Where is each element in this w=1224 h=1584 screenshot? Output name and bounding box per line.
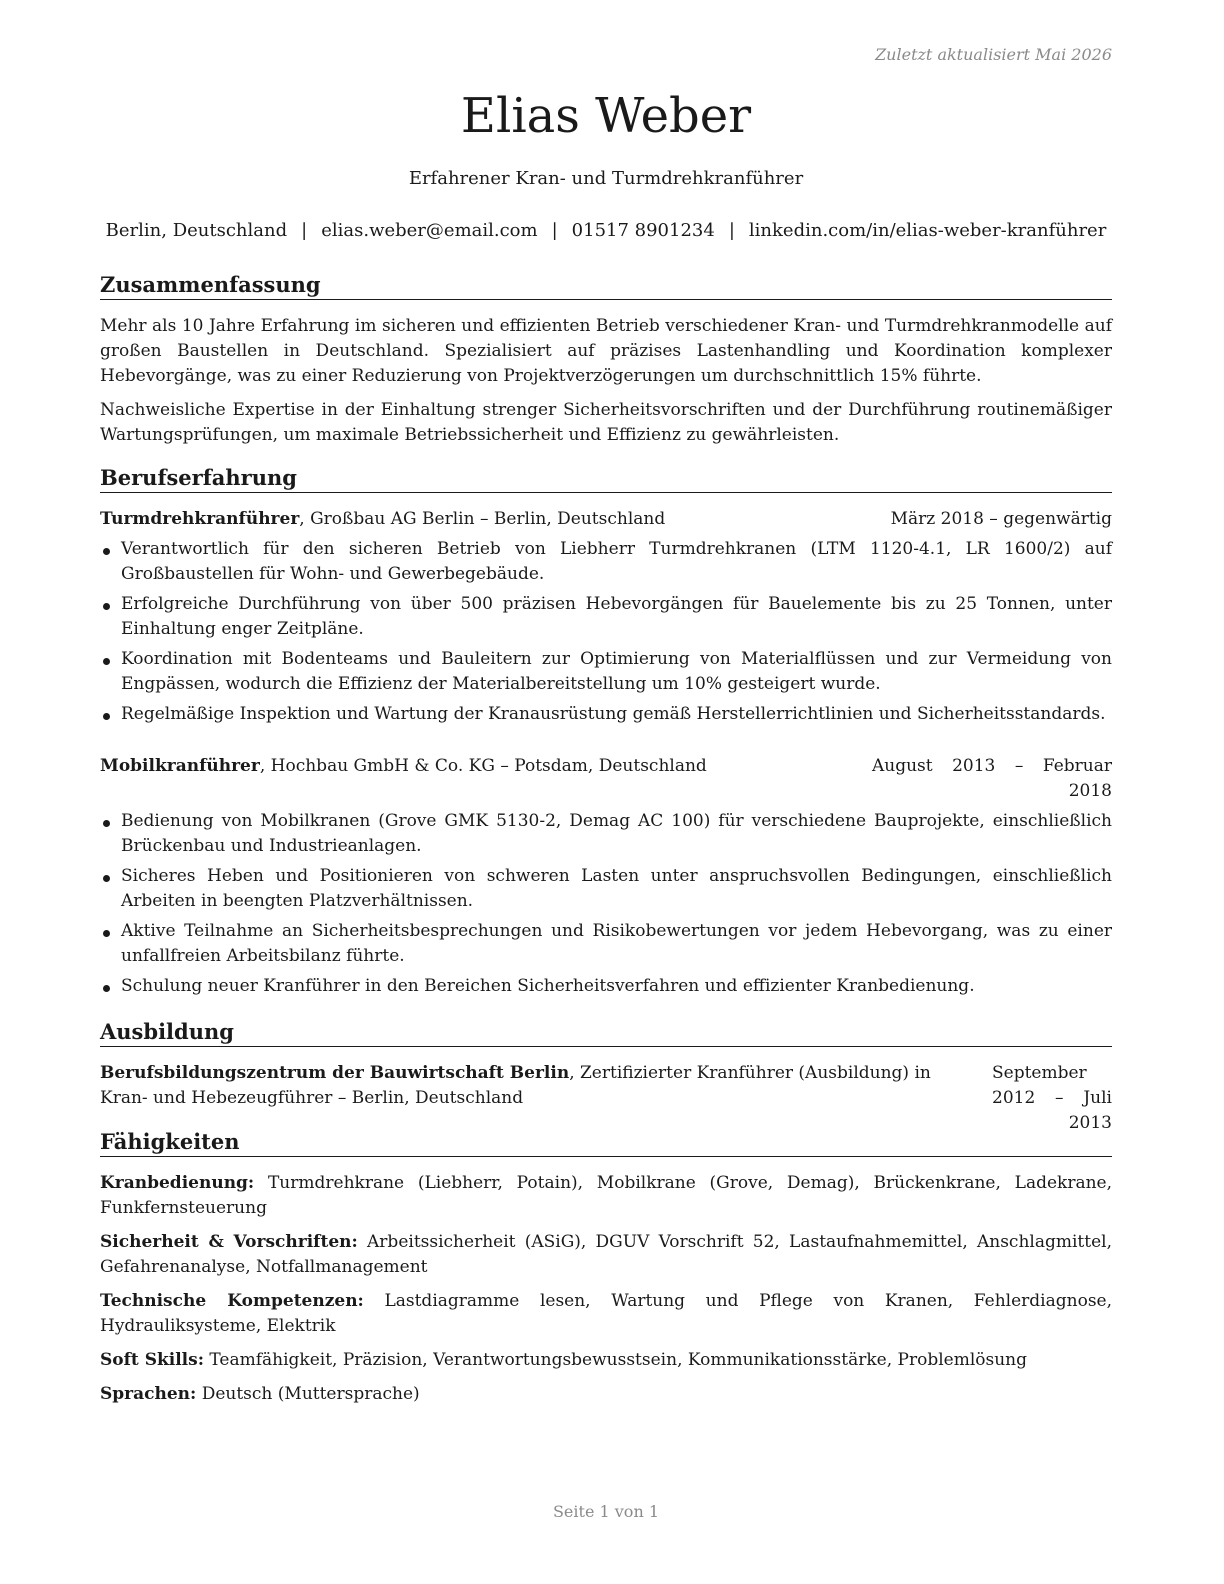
skill-text: Deutsch (Muttersprache) [196,1384,420,1404]
bullet-icon [103,658,110,665]
education-details: , Zertifizierter Kranführer (Ausbildung) in Kran- und Hebezeugführer – Berlin, Deutschland [100,1063,931,1108]
job-company: , Großbau AG Berlin – Berlin, Deutschland [299,509,666,529]
skill-label: Soft Skills: [100,1350,204,1370]
contact-location: Berlin, Deutschland [105,220,288,241]
job-dates: März 2018 – gegenwärtig [890,509,1112,529]
list-item [100,647,1112,697]
skill-text: Arbeitssicherheit (ASiG), DGUV Vorschrift 52, Lastaufnahmemittel, Anschlagmittel, Gefahrenanalyse, Notfallmanagement [100,1232,1112,1277]
bullet-icon [103,820,110,827]
skill-label: Sprachen: [100,1384,197,1404]
skill-row [100,1348,1112,1373]
summary-block [100,314,1112,457]
section-title-experience: Berufserfahrung [100,464,1112,493]
education-dates: September 2012 – Juli 2013 [992,1063,1112,1133]
contact-email[interactable]: elias.weber@email.com [321,220,538,241]
skill-text: Lastdiagramme lesen, Wartung und Pflege von Kranen, Fehlerdiagnose, Hydrauliksysteme, Elektrik [100,1291,1113,1336]
job-role: Turmdrehkranführer [100,509,300,529]
bullet-icon [103,930,110,937]
job-header [100,507,1112,532]
skills-block [100,1171,1112,1416]
job-bullet-text: Regelmäßige Inspektion und Wartung der Kranausrüstung gemäß Herstellerrichtlinien und Sicherheitsstandards. [121,704,1106,724]
skill-text: Teamfähigkeit, Präzision, Verantwortungsbewusstsein, Kommunikationsstärke, Problemlösung [203,1350,1027,1370]
job-company: , Hochbau GmbH & Co. KG – Potsdam, Deutschland [259,756,707,776]
list-item [100,974,1112,999]
skill-label: Sicherheit & Vorschriften: [100,1232,358,1252]
education-institution: Berufsbildungszentrum der Bauwirtschaft Berlin [100,1063,570,1083]
job-bullet-list [100,537,1112,732]
section-title-summary: Zusammenfassung [100,271,1112,300]
skill-label: Technische Kompetenzen: [100,1291,364,1311]
job-header [100,754,1112,804]
section-title-education: Ausbildung [100,1018,1112,1047]
skill-label: Kranbedienung: [100,1173,255,1193]
job-bullet-text: Verantwortlich für den sicheren Betrieb von Liebherr Turmdrehkranen (LTM 1120-4.1, LR 1600/2) auf Großbaustellen für Wohn- und Gewerbegebäude. [121,539,1112,584]
summary-paragraph: Nachweisliche Expertise in der Einhaltung strenger Sicherheitsvorschriften und der Durchführung routinemäßiger Wartungsprüfungen, um maximale Betriebssicherheit und Effizienz zu gewährleisten. [100,400,1112,445]
job-bullet-text: Schulung neuer Kranführer in den Bereichen Sicherheitsverfahren und effizienter Kranbedienung. [121,976,975,996]
job-title-line [100,754,707,779]
list-item [100,592,1112,642]
list-item [100,809,1112,859]
contact-separator: | [301,220,308,241]
section-title-skills: Fähigkeiten [100,1128,1112,1157]
job-bullet-list [100,809,1112,1004]
job-bullet-text: Koordination mit Bodenteams und Bauleitern zur Optimierung von Materialflüssen und zur Vermeidung von Engpässen, wodurch die Effizienz der Materialbereitstellung um 10% gesteigert wurde. [121,649,1112,694]
job-role: Mobilkranführer [100,756,260,776]
skill-text: Turmdrehkrane (Liebherr, Potain), Mobilkrane (Grove, Demag), Brückenkrane, Ladekrane, Funkfernsteuerung [100,1173,1112,1218]
bullet-icon [103,713,110,720]
page-number: Seite 1 von 1 [552,1502,660,1521]
last-updated-note: Zuletzt aktualisiert Mai 2026 [875,45,1112,64]
education-description [100,1061,980,1111]
job-dates: August 2013 – Februar 2018 [872,756,1112,801]
contact-linkedin[interactable]: linkedin.com/in/elias-weber-kranführer [748,220,1107,241]
bullet-icon [103,603,110,610]
list-item [100,864,1112,914]
job-bullet-text: Aktive Teilnahme an Sicherheitsbesprechungen und Risikobewertungen vor jedem Hebevorgang, was zu einer unfallfreien Arbeitsbilanz führte. [121,921,1112,966]
summary-paragraph: Mehr als 10 Jahre Erfahrung im sicheren und effizienten Betrieb verschiedener Kran- und Turmdrehkranmodelle auf großen Baustellen in Deutschland. Spezialisiert auf präzises Lastenhandling und Koordination komplexer Hebevorgänge, was zu einer Reduzierung von Projektverzögerungen um durchschnittlich 15% führte. [100,316,1112,386]
bullet-icon [103,548,110,555]
education-entry [100,1061,1112,1133]
candidate-headline: Erfahrener Kran- und Turmdrehkranführer [408,168,804,189]
resume-page [100,0,1112,1584]
job-bullet-text: Bedienung von Mobilkranen (Grove GMK 5130-2, Demag AC 100) für verschiedene Bauprojekte, einschließlich Brückenbau und Industrieanlagen. [121,811,1112,856]
contact-separator: | [551,220,558,241]
list-item [100,537,1112,587]
skill-row [100,1382,1112,1407]
job-title-line [100,507,665,532]
bullet-icon [103,985,110,992]
candidate-name: Elias Weber [460,88,752,144]
job-bullet-text: Erfolgreiche Durchführung von über 500 präzisen Hebevorgängen für Bauelemente bis zu 25 Tonnen, unter Einhaltung enger Zeitpläne. [121,594,1112,639]
bullet-icon [103,875,110,882]
skill-row [100,1289,1112,1339]
skill-row [100,1230,1112,1280]
list-item [100,919,1112,969]
contact-separator: | [728,220,735,241]
skill-row [100,1171,1112,1221]
contact-line [80,219,1132,243]
list-item [100,702,1112,727]
job-bullet-text: Sicheres Heben und Positionieren von schweren Lasten unter anspruchsvollen Bedingungen, einschließlich Arbeiten in beengten Platzverhältnissen. [121,866,1112,911]
contact-phone[interactable]: 01517 8901234 [571,220,715,241]
